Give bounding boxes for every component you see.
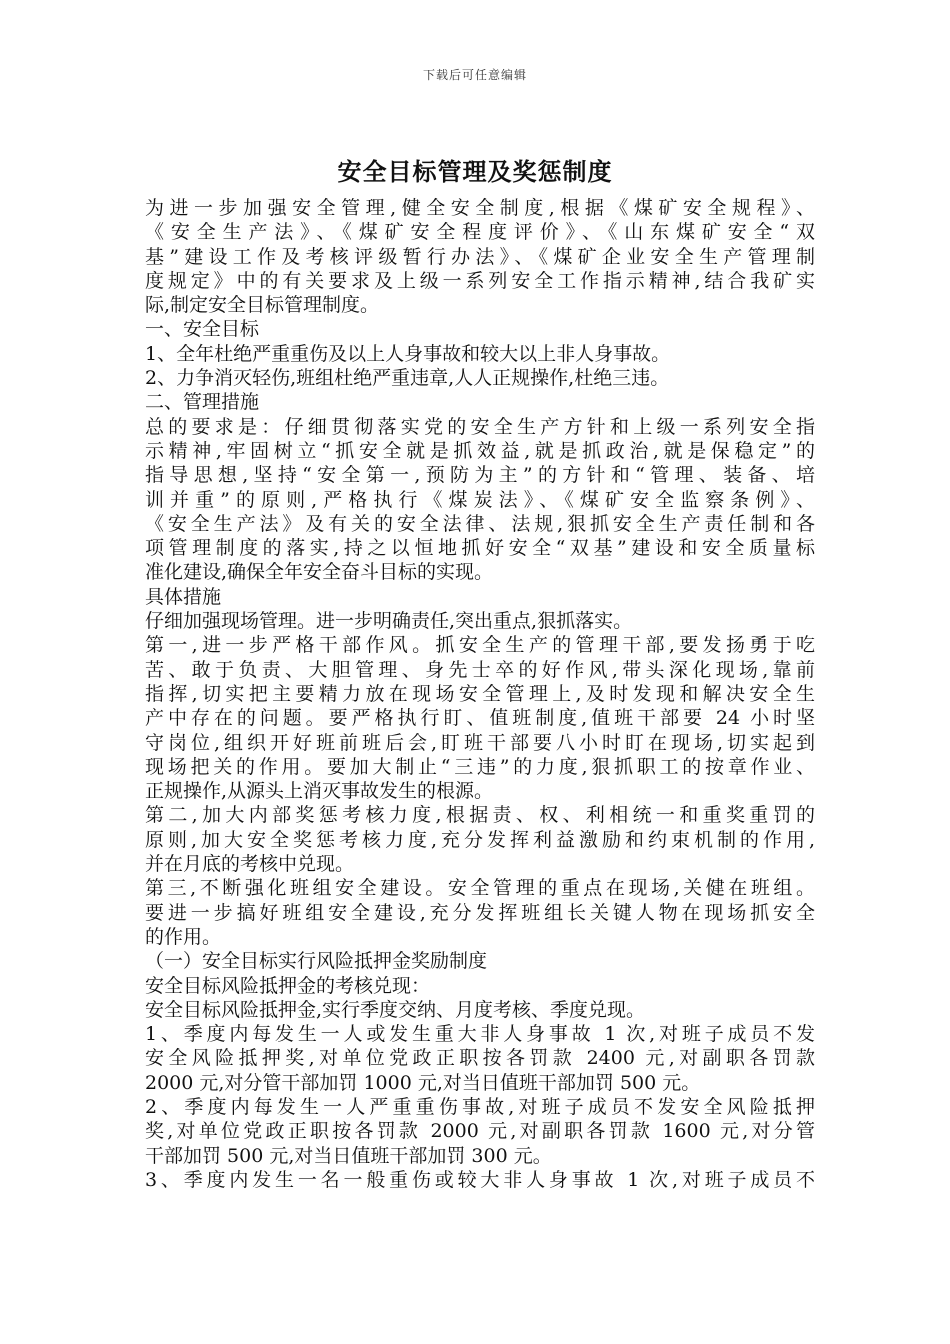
body-line: 2000 元,对分管干部加罚 1000 元,对当日值班干部加罚 500 元。: [145, 1071, 701, 1094]
body-line: 1、全年杜绝严重重伤及以上人身事故和较大以上非人身事故。: [145, 342, 671, 365]
body-line: 训并重”的原则,严格执行《煤炭法》、《煤矿安全监察条例》、: [145, 488, 815, 511]
body-line: 《安全生产法》及有关的安全法律、法规,狠抓安全生产责任制和各: [145, 512, 815, 535]
body-line: 现场把关的作用。要加大制止“三违”的力度,狠抓职工的按章作业、: [145, 755, 815, 778]
body-line: 指导思想,坚持“安全第一,预防为主”的方针和“管理、装备、培: [145, 464, 815, 487]
body-line: 第一,进一步严格干部作风。抓安全生产的管理干部,要发扬勇于吃: [145, 634, 815, 657]
body-line: （一）安全目标实行风险抵押金奖励制度: [145, 950, 488, 973]
body-line: 基”建设工作及考核评级暂行办法》、《煤矿企业安全生产管理制: [145, 245, 815, 268]
body-line: 二、管理措施: [145, 391, 260, 414]
body-line: 产中存在的问题。要严格执行盯、值班制度,值班干部要 24 小时坚: [145, 707, 815, 730]
body-line: 具体措施: [145, 585, 222, 608]
body-line: 一、安全目标: [145, 318, 260, 341]
body-line: 安全风险抵押奖,对单位党政正职按各罚款 2400 元,对副职各罚款: [145, 1047, 815, 1070]
body-line: 为进一步加强安全管理,健全安全制度,根据《煤矿安全规程》、: [145, 197, 815, 219]
header-note: 下载后可任意编辑: [422, 68, 527, 82]
body-line: 的作用。: [145, 925, 222, 948]
body-line: 2、力争消灭轻伤,班组杜绝严重违章,人人正规操作,杜绝三违。: [145, 367, 670, 390]
body-line: 3、季度内发生一名一般重伤或较大非人身事故 1 次,对班子成员不: [145, 1168, 815, 1191]
body-line: 《安全生产法》、《煤矿安全程度评价》、《山东煤矿安全“双: [145, 221, 815, 244]
body-line: 1、季度内每发生一人或发生重大非人身事故 1 次,对班子成员不发: [145, 1023, 815, 1046]
body-line: 奖,对单位党政正职按各罚款 2000 元,对副职各罚款 1600 元,对分管: [145, 1120, 815, 1143]
body-line: 安全目标风险抵押金,实行季度交纳、月度考核、季度兑现。: [145, 998, 646, 1021]
body-line: 安全目标风险抵押金的考核兑现：: [145, 974, 431, 997]
body-line: 要进一步搞好班组安全建设,充分发挥班组长关键人物在现场抓安全: [145, 901, 815, 924]
body-line: 第三,不断强化班组安全建设。安全管理的重点在现场,关健在班组。: [145, 877, 815, 900]
body-line: 并在月底的考核中兑现。: [145, 853, 355, 876]
body-line: 原则,加大安全奖惩考核力度,充分发挥利益激励和约束机制的作用,: [145, 828, 815, 851]
body-line: 项管理制度的落实,持之以恒地抓好安全“双基”建设和安全质量标: [145, 537, 815, 560]
body-line: 守岗位,组织开好班前班后会,盯班干部要八小时盯在现场,切实起到: [145, 731, 815, 754]
body-line: 度规定》中的有关要求及上级一系列安全工作指示精神,结合我矿实: [145, 269, 815, 292]
body-line: 2、季度内每发生一人严重重伤事故,对班子成员不发安全风险抵押: [145, 1095, 815, 1118]
body-line: 准化建设,确保全年安全奋斗目标的实现。: [145, 561, 494, 584]
body-line: 第二,加大内部奖惩考核力度,根据责、权、利相统一和重奖重罚的: [145, 804, 815, 827]
body-line: 正规操作,从源头上消灭事故发生的根源。: [145, 780, 494, 803]
body-line: 指挥,切实把主要精力放在现场安全管理上,及时发现和解决安全生: [145, 682, 815, 705]
body-line: 仔细加强现场管理。进一步明确责任,突出重点,狠抓落实。: [145, 610, 633, 633]
body-line: 干部加罚 500 元,对当日值班干部加罚 300 元。: [145, 1144, 552, 1167]
body-line: 总的要求是：仔细贯彻落实党的安全生产方针和上级一系列安全指: [145, 415, 815, 438]
body-line: 苦、敢于负责、大胆管理、身先士卒的好作风,带头深化现场,靠前: [145, 658, 815, 681]
body-line: 际,制定安全目标管理制度。: [145, 294, 380, 317]
document-title: 安全目标管理及奖惩制度: [337, 157, 613, 186]
body-line: 示精神,牢固树立“抓安全就是抓效益,就是抓政治,就是保稳定”的: [145, 439, 815, 462]
document-body: [145, 196, 815, 1192]
